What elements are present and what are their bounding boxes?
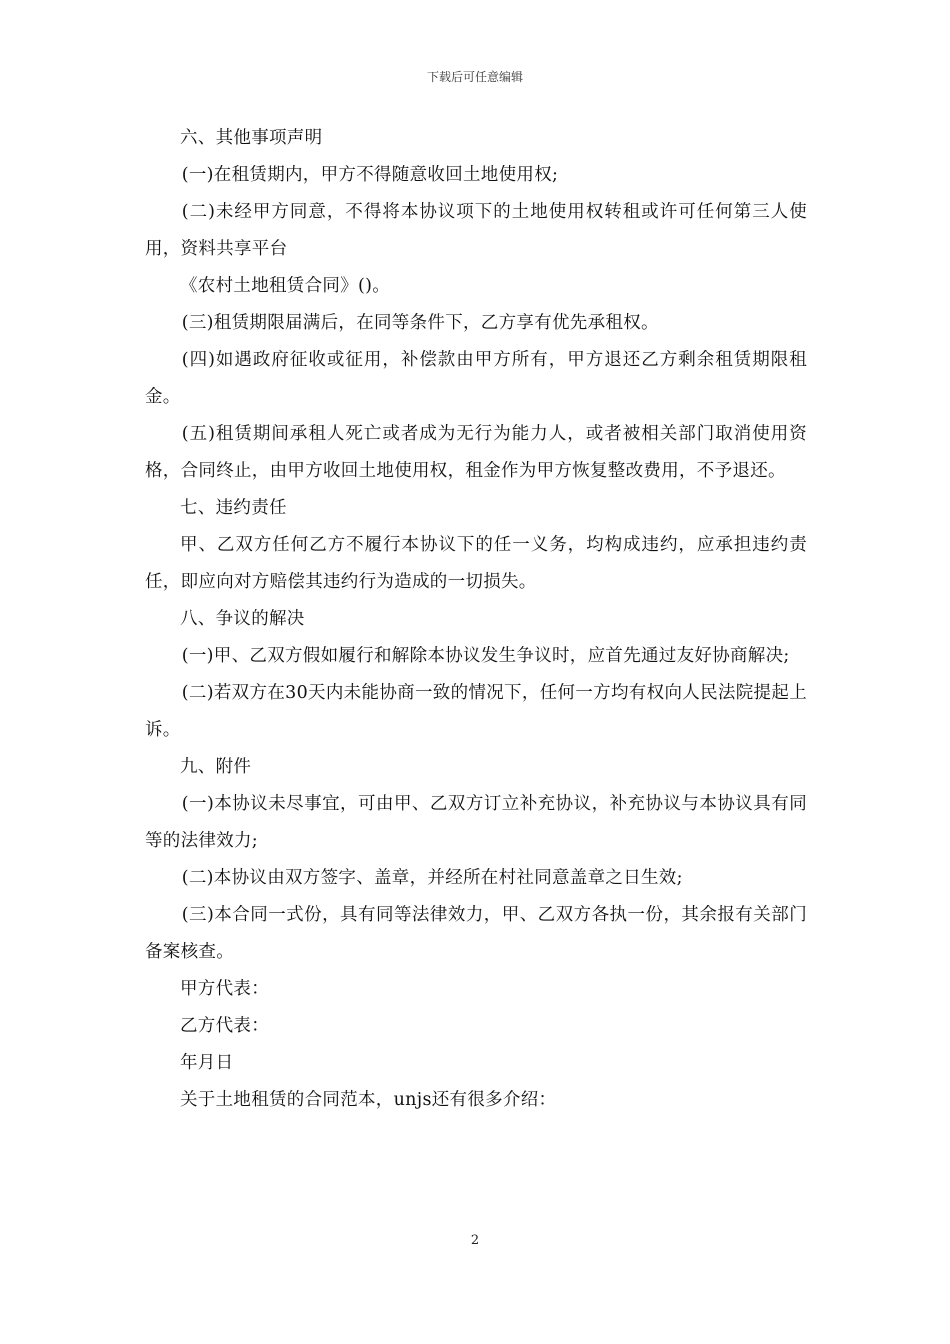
clause-paragraph: (一)甲、乙双方假如履行和解除本协议发生争议时，应首先通过友好协商解决; <box>181 646 790 666</box>
section-heading-breach: 七、违约责任 <box>180 498 287 518</box>
clause-paragraph: (二)未经甲方同意，不得将本协议项下的土地使用权转租或许可任何第三人使用，资料共享平台 <box>145 202 807 259</box>
date-line: 年月日 <box>180 1053 234 1073</box>
clause-paragraph: (一)在租赁期内，甲方不得随意收回土地使用权; <box>181 165 559 185</box>
page-number: 2 <box>470 1233 480 1248</box>
clause-paragraph: (三)租赁期限届满后，在同等条件下，乙方享有优先承租权。 <box>181 313 659 333</box>
section-heading-disputes: 八、争议的解决 <box>180 609 305 629</box>
section-heading-other-matters: 六、其他事项声明 <box>180 128 323 148</box>
closing-note: 关于土地租赁的合同范本，unjs还有很多介绍： <box>180 1090 557 1110</box>
clause-paragraph: (五)租赁期间承租人死亡或者成为无行为能力人，或者被相关部门取消使用资格，合同终止，由甲方收回土地使用权，租金作为甲方恢复整改费用，不予退还。 <box>145 424 807 481</box>
party-b-representative: 乙方代表： <box>180 1016 269 1036</box>
clause-paragraph: (二)若双方在30天内未能协商一致的情况下，任何一方均有权向人民法院提起上诉。 <box>145 683 807 740</box>
clause-paragraph: (三)本合同一式份，具有同等法律效力，甲、乙双方各执一份，其余报有关部门备案核查。 <box>145 905 807 962</box>
page-header: 下载后可任意编辑 <box>426 70 523 84</box>
section-heading-attachments: 九、附件 <box>180 757 252 777</box>
clause-paragraph: (二)本协议由双方签字、盖章，并经所在村社同意盖章之日生效; <box>181 868 683 888</box>
clause-paragraph: (四)如遇政府征收或征用，补偿款由甲方所有，甲方退还乙方剩余租赁期限租金。 <box>145 350 807 407</box>
document-body <box>145 120 807 1119</box>
clause-paragraph: (一)本协议未尽事宜，可由甲、乙双方订立补充协议，补充协议与本协议具有同等的法律效力; <box>145 794 807 851</box>
party-a-representative: 甲方代表： <box>180 979 269 999</box>
contract-title-reference: 《农村土地租赁合同》()。 <box>180 276 391 296</box>
clause-paragraph: 甲、乙双方任何乙方不履行本协议下的任一义务，均构成违约，应承担违约责任，即应向对方赔偿其违约行为造成的一切损失。 <box>145 535 807 592</box>
